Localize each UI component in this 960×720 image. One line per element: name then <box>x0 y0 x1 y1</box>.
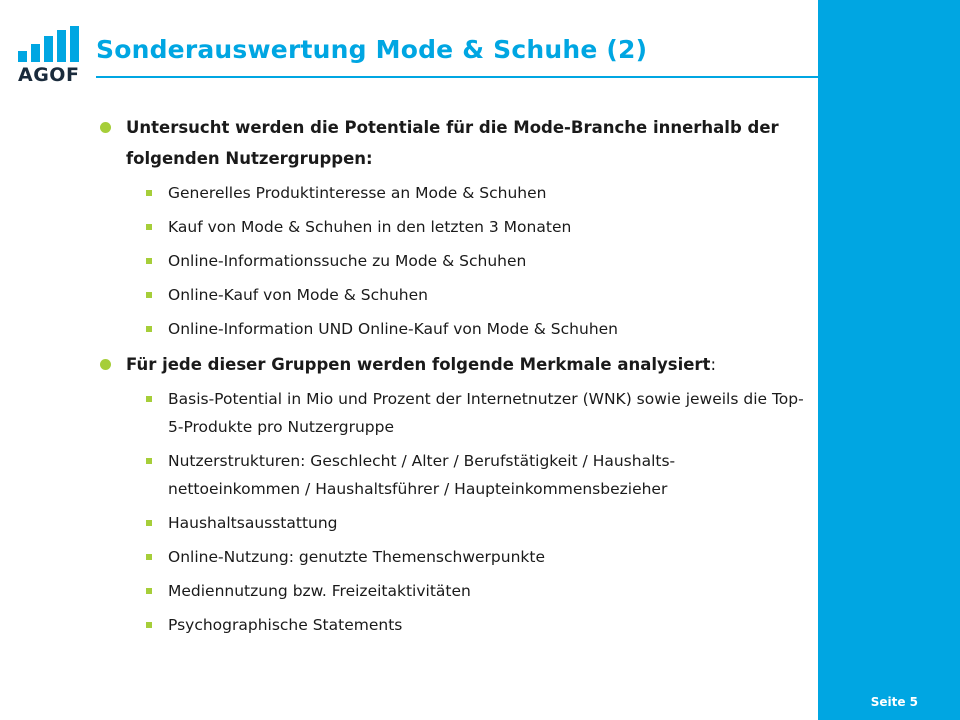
green-dot-bullet-icon <box>100 359 111 370</box>
square-bullet-icon <box>146 554 152 560</box>
sub-bullet-item <box>96 509 806 537</box>
main-bullet-item <box>96 112 806 174</box>
sub-bullet-item <box>96 213 806 241</box>
sub-bullet-item <box>96 385 806 441</box>
sub-bullet-item <box>96 281 806 309</box>
square-bullet-icon <box>146 224 152 230</box>
square-bullet-icon <box>146 190 152 196</box>
sub-bullet-text: Online-Information UND Online-Kauf von Mode & Schuhen <box>168 320 618 338</box>
sub-bullet-text: Online-Nutzung: genutzte Themenschwerpunkte <box>168 548 546 566</box>
logo-text: AGOF <box>18 64 80 86</box>
sub-bullet-text: Generelles Produktinteresse an Mode & Schuhen <box>168 184 547 202</box>
section-heading: Untersucht werden die Potentiale für die Mode-Branche innerhalb der folgenden Nutzergruppen: <box>126 118 779 168</box>
title-divider <box>96 76 818 78</box>
square-bullet-icon <box>146 258 152 264</box>
bullet-content <box>96 112 806 645</box>
logo-bars-icon <box>18 26 80 62</box>
sub-bullet-text: Kauf von Mode & Schuhen in den letzten 3 Monaten <box>168 218 572 236</box>
sub-bullet-text: Nutzerstrukturen: Geschlecht / Alter / Berufstätigkeit / Haushalts-nettoeinkommen / Haushaltsführer / Haupteinkommensbezieher <box>168 452 676 498</box>
square-bullet-icon <box>146 588 152 594</box>
sub-bullet-item <box>96 543 806 571</box>
square-bullet-icon <box>146 520 152 526</box>
sub-bullet-text: Psychographische Statements <box>168 616 403 634</box>
agof-logo <box>18 26 80 88</box>
square-bullet-icon <box>146 326 152 332</box>
section-heading: Für jede dieser Gruppen werden folgende Merkmale analysiert: <box>126 355 716 374</box>
square-bullet-icon <box>146 458 152 464</box>
page-number: Seite 5 <box>870 695 918 709</box>
sub-bullet-list <box>96 179 806 343</box>
sub-bullet-item <box>96 447 806 503</box>
square-bullet-icon <box>146 292 152 298</box>
sub-bullet-text: Haushaltsausstattung <box>168 514 338 532</box>
green-dot-bullet-icon <box>100 122 111 133</box>
sub-bullet-text: Online-Informationssuche zu Mode & Schuhen <box>168 252 527 270</box>
heading-suffix: : <box>710 355 716 374</box>
sub-bullet-text: Basis-Potential in Mio und Prozent der Internetnutzer (WNK) sowie jeweils die Top-5-Produkte pro Nutzergruppe <box>168 390 804 436</box>
sub-bullet-item <box>96 247 806 275</box>
square-bullet-icon <box>146 622 152 628</box>
side-band <box>818 0 960 720</box>
sub-bullet-item <box>96 315 806 343</box>
main-bullet-item <box>96 349 806 380</box>
sub-bullet-text: Mediennutzung bzw. Freizeitaktivitäten <box>168 582 471 600</box>
sub-bullet-item <box>96 577 806 605</box>
square-bullet-icon <box>146 396 152 402</box>
sub-bullet-list <box>96 385 806 639</box>
sub-bullet-text: Online-Kauf von Mode & Schuhen <box>168 286 428 304</box>
page-title: Sonderauswertung Mode & Schuhe (2) <box>96 35 648 64</box>
sub-bullet-item <box>96 179 806 207</box>
sub-bullet-item <box>96 611 806 639</box>
